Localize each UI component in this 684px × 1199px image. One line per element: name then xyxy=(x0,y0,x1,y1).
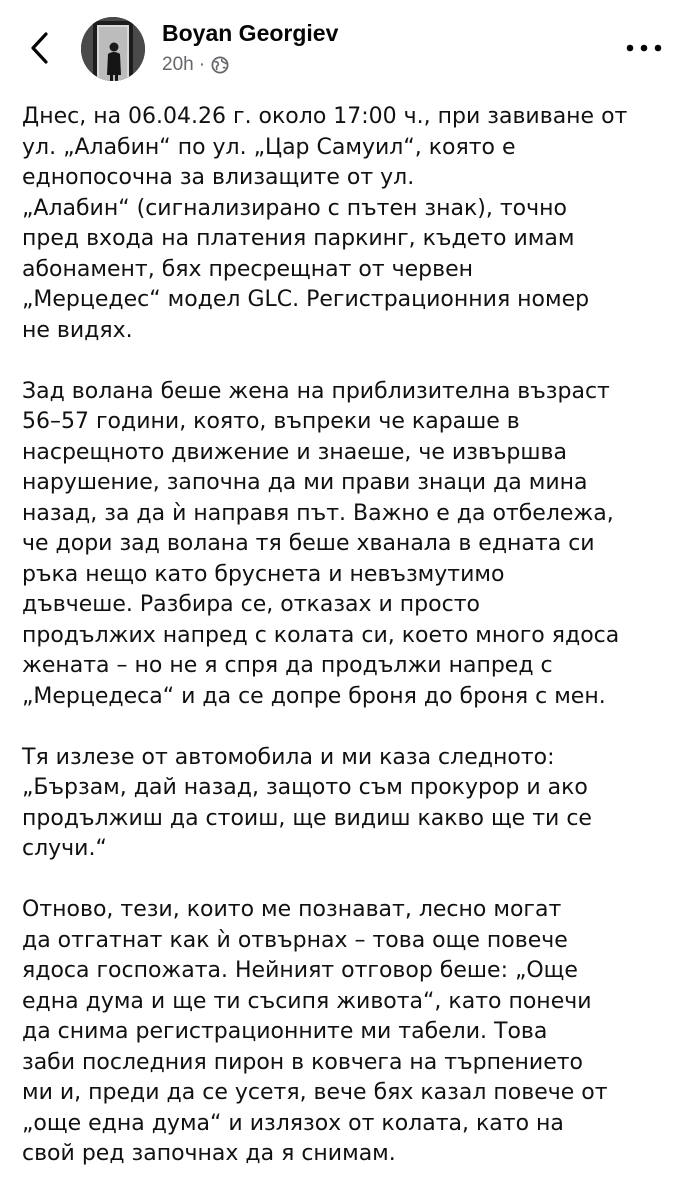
post-header xyxy=(0,0,684,96)
more-options-button[interactable] xyxy=(624,38,664,58)
avatar[interactable] xyxy=(81,17,145,81)
chevron-left-icon xyxy=(30,31,50,65)
author-name[interactable]: Boyan Georgiev xyxy=(162,20,339,46)
meta-separator: · xyxy=(198,54,206,75)
post-timestamp[interactable]: 20h xyxy=(162,54,194,75)
back-button[interactable] xyxy=(22,28,58,68)
globe-icon xyxy=(211,56,229,74)
post-paragraph: Зад волана беше жена на приблизителна възраст 56–57 години, която, въпреки че караше в насрещното движение и знаеше, че извършва нарушение, започна да ми прави знаци да мина назад, за да ѝ направя път. Важно е да отбележа, че дори зад волана тя беше хванала в едната си ръка нещо като бруснета и невъзмутимо дъвчеше. Разбира се, отказах и просто продължих напред с колата си, което много ядоса жената – но не я спря да продължи напред с „Мерцедеса“ и да се допре броня до броня с мен. xyxy=(22,378,620,709)
post-body xyxy=(22,102,672,1170)
post-paragraph: Отново, тези, които ме познават, лесно могат да отгатнат как ѝ отвърнах – това още повече ядоса госпожата. Нейният отговор беше: „Още една дума и ще ти съсипя живота“, като понечи да снима регистрационните ми табели. Това заби последния пирон в ковчега на търпението ми и, преди да се усетя, вече бях казал повече от „още една дума“ и излязох от колата, като на свой ред започнах да я снимам. xyxy=(22,897,608,1166)
avatar-photo-icon xyxy=(81,17,145,81)
more-horizontal-icon xyxy=(626,44,662,52)
post-paragraph: Днес, на 06.04.26 г. около 17:00 ч., при завиване от ул. „Алабин“ по ул. „Цар Самуил“, която е еднопосочна за влизащите от ул. „Алабин“ (сигнализирано с пътен знак), точно пред входа на платения паркинг, където имам абонамент, бях пресрещнат от червен „Мерцедес“ модел GLC. Регистрационния номер не видях. xyxy=(22,104,628,343)
post-meta xyxy=(162,54,229,76)
post-paragraph: Тя излезе от автомобила и ми каза следното: „Бързам, дай назад, защото съм прокурор и ако продължиш да стоиш, ще видиш какво ще ти се случи.“ xyxy=(22,744,592,861)
